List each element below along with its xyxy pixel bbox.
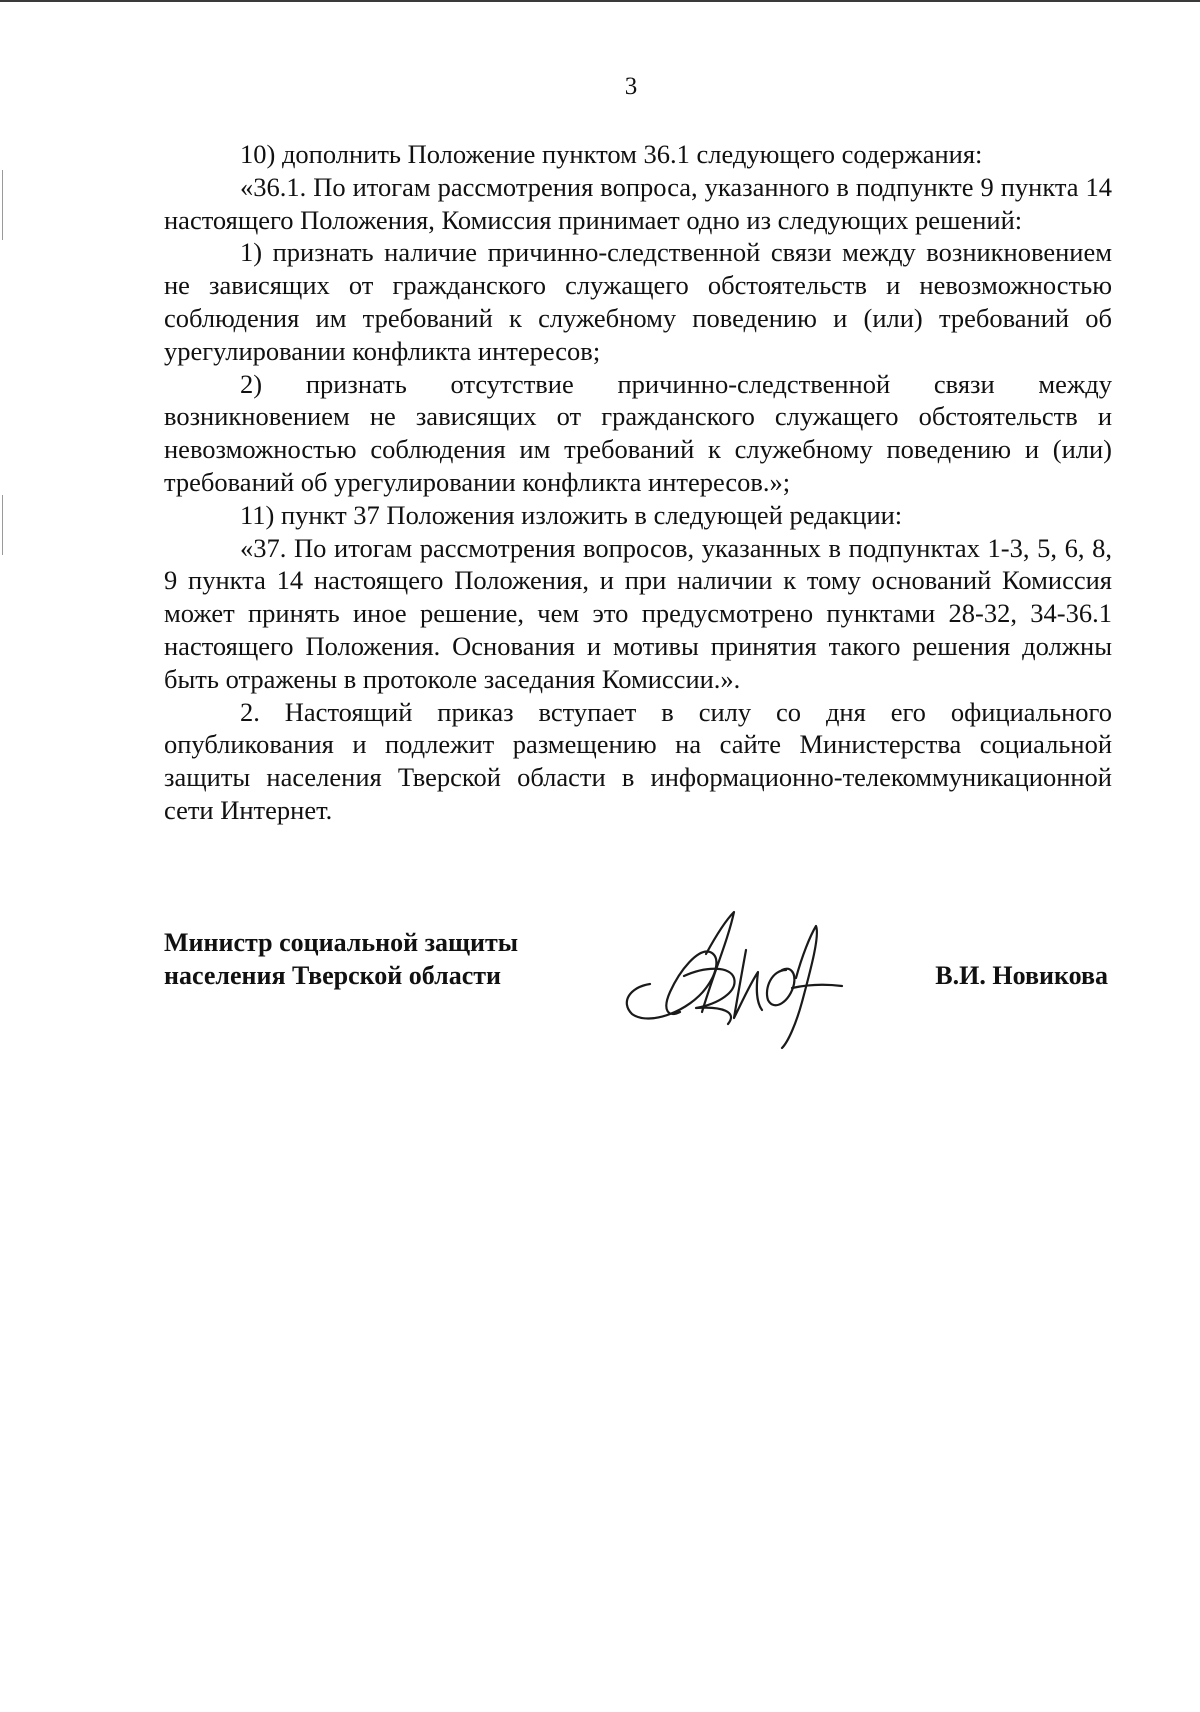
paragraph-item-10: 10) дополнить Положение пунктом 36.1 следующего содержания: [240, 139, 983, 169]
scan-top-edge [0, 0, 1200, 2]
signer-position [164, 926, 518, 992]
paragraph-order-effect: 2. Настоящий приказ вступает в силу со дня его официального опубликования и подлежит размещению на сайте Министерства социальной защиты населения Тверской области в информационно-телекоммуникационной сети Интернет. [164, 696, 1112, 825]
paragraph-clause-37: «37. По итогам рассмотрения вопросов, указанных в подпунктах 1-3, 5, 6, 8, 9 пункта 14 настоящего Положения, и при наличии к тому оснований Комиссия может принять иное решение, чем это предусмотрено пунктами 28-32, 34-36.1 настоящего Положения. Основания и мотивы принятия такого решения должны быть отражены в протоколе заседания Комиссии.». [164, 532, 1112, 694]
paragraph-subclause-1: 1) признать наличие причинно-следственной связи между возникновением не зависящих от гражданского служащего обстоятельств и невозможностью соблюдения им требований к служебному поведению и (или) требований об урегулировании конфликта интересов; [164, 237, 1112, 366]
handwritten-signature [610, 892, 850, 1052]
scan-margin-mark [2, 495, 3, 555]
paragraph-item-11: 11) пункт 37 Положения изложить в следующей редакции: [240, 499, 903, 530]
paragraph-subclause-2: 2) признать отсутствие причинно-следственной связи между возникновением не зависящих от гражданского служащего обстоятельств и невозможностью соблюдения им требований к служебному поведению и (или) требований об урегулировании конфликта интересов.»; [164, 368, 1112, 497]
signer-position-line-1: Министр социальной защиты [164, 928, 519, 957]
scan-margin-mark [2, 170, 3, 240]
signer-position-line-2: населения Тверской области [164, 961, 502, 990]
paragraph-clause-36-1: «36.1. По итогам рассмотрения вопроса, указанного в подпункте 9 пункта 14 настоящего Положения, Комиссия принимает одно из следующих решений: [164, 171, 1112, 235]
signature-block [164, 926, 1112, 1046]
document-body [164, 138, 1112, 827]
signer-name: В.И. Новикова [935, 961, 1108, 990]
page-number: 3 [624, 73, 638, 100]
